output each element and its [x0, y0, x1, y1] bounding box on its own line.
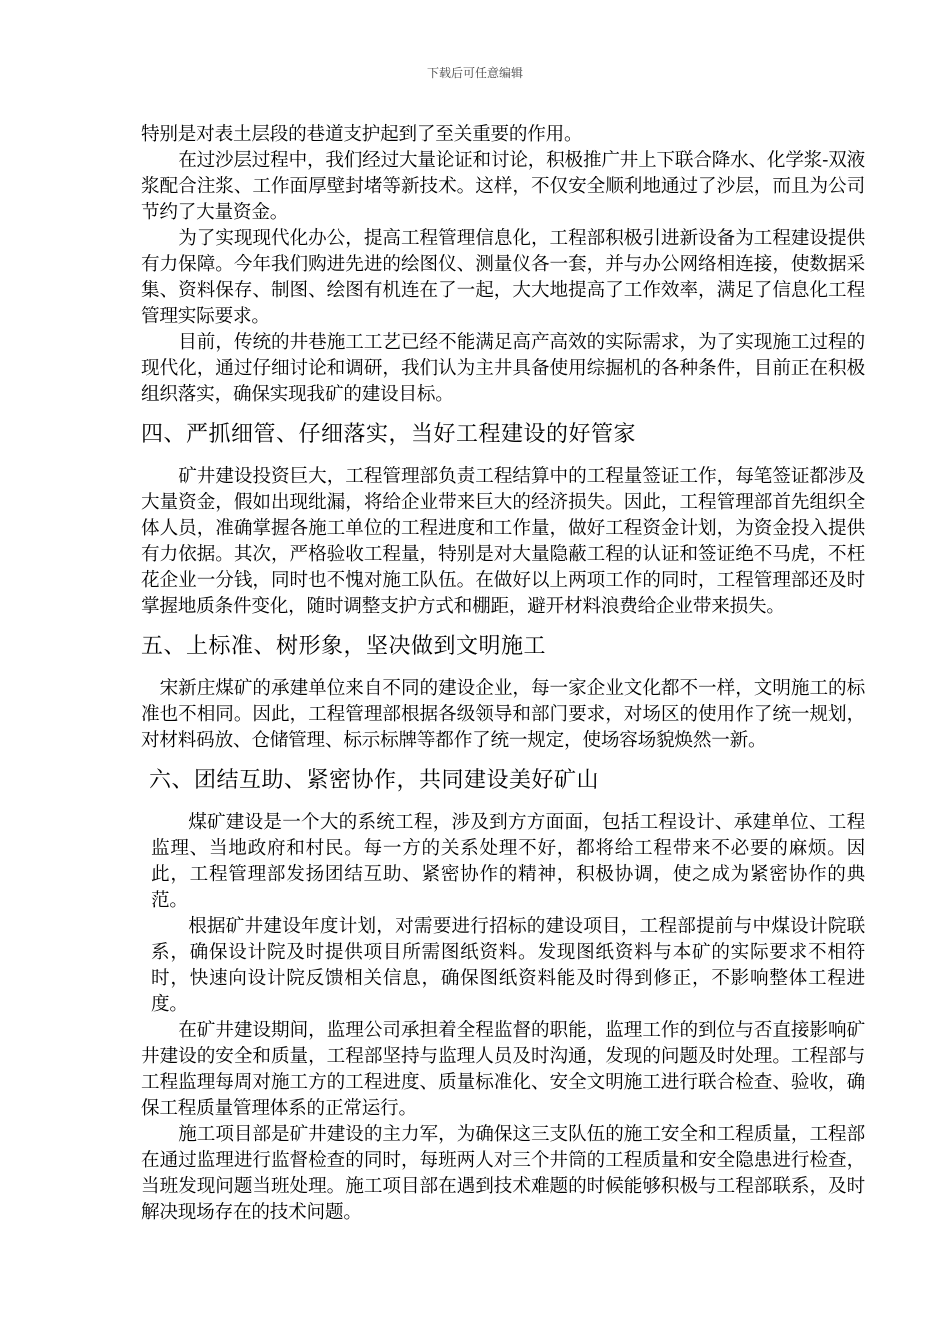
paragraph: 目前，传统的井巷施工工艺已经不能满足高产高效的实际需求，为了实现施工过程的现代化，通过仔细讨论和调研，我们认为主井具备使用综掘机的各种条件，目前正在积极组织落实，确保实现我矿的建设目标。	[141, 332, 865, 405]
paragraph: 矿井建设投资巨大，工程管理部负责工程结算中的工程量签证工作，每笔签证都涉及大量资金，假如出现纰漏，将给企业带来巨大的经济损失。因此，工程管理部首先组织全体人员，准确掌握各施工单位的工程进度和工作量，做好工程资金计划，为资金投入提供有力依据。其次，严格验收工程量，特别是对大量隐蔽工程的认证和签证绝不马虎，不枉花企业一分钱，同时也不愧对施工队伍。在做好以上两项工作的同时，工程管理部还及时掌握地质条件变化，随时调整支护方式和棚距，避开材料浪费给企业带来损失。	[141, 466, 865, 617]
section-body	[141, 810, 865, 1018]
page-header: 下载后可任意编辑	[426, 66, 523, 80]
section-heading: 六、团结互助、紧密协作，共同建设美好矿山	[149, 768, 600, 793]
section-heading: 五、上标准、树形象，坚决做到文明施工	[141, 634, 547, 659]
paragraph: 煤矿建设是一个大的系统工程，涉及到方方面面，包括工程设计、承建单位、工程监理、当地政府和村民。每一方的关系处理不好，都将给工程带来不必要的麻烦。因此，工程管理部发扬团结互助、紧密协作的精神，积极协调，使之成为紧密协作的典范。	[151, 812, 865, 911]
section-heading: 四、严抓细管、仔细落实，当好工程建设的好管家	[141, 422, 637, 447]
paragraph: 为了实现现代化办公，提高工程管理信息化，工程部积极引进新设备为工程建设提供有力保障。今年我们购进先进的绘图仪、测量仪各一套，并与办公网络相连接，使数据采集、资料保存、制图、绘图有机连在了一起，大大地提高了工作效率，满足了信息化工程管理实际要求。	[141, 228, 865, 327]
paragraph: 宋新庄煤矿的承建单位来自不同的建设企业，每一家企业文化都不一样，文明施工的标准也不相同。因此，工程管理部根据各级领导和部门要求，对场区的使用作了统一规划，对材料码放、仓储管理、标示标牌等都作了统一规定，使场容场貌焕然一新。	[141, 678, 865, 751]
paragraph: 在矿井建设期间，监理公司承担着全程监督的职能，监理工作的到位与否直接影响矿井建设的安全和质量，工程部坚持与监理人员及时沟通，发现的问题及时处理。工程部与工程监理每周对施工方的工程进度、质量标准化、安全文明施工进行联合检查、验收，确保工程质量管理体系的正常运行。	[141, 1020, 865, 1119]
paragraph: 在过沙层过程中，我们经过大量论证和讨论，积极推广井上下联合降水、化学浆-双液浆配合注浆、工作面厚壁封堵等新技术。这样，不仅安全顺利地通过了沙层，而且为公司节约了大量资金。	[141, 150, 865, 223]
paragraph: 施工项目部是矿井建设的主力军，为确保这三支队伍的施工安全和工程质量，工程部在通过监理进行监督检查的同时，每班两人对三个井筒的工程质量和安全隐患进行检查，当班发现问题当班处理。施工项目部在遇到技术难题的时候能够积极与工程部联系，及时解决现场存在的技术问题。	[141, 1124, 865, 1223]
document-body	[141, 122, 865, 1226]
paragraph: 特别是对表土层段的巷道支护起到了至关重要的作用。	[141, 124, 583, 145]
paragraph: 根据矿井建设年度计划，对需要进行招标的建设项目，工程部提前与中煤设计院联系，确保设计院及时提供项目所需图纸资料。发现图纸资料与本矿的实际要求不相符时，快速向设计院反馈相关信息，确保图纸资料能及时得到修正，不影响整体工程进度。	[151, 916, 865, 1015]
